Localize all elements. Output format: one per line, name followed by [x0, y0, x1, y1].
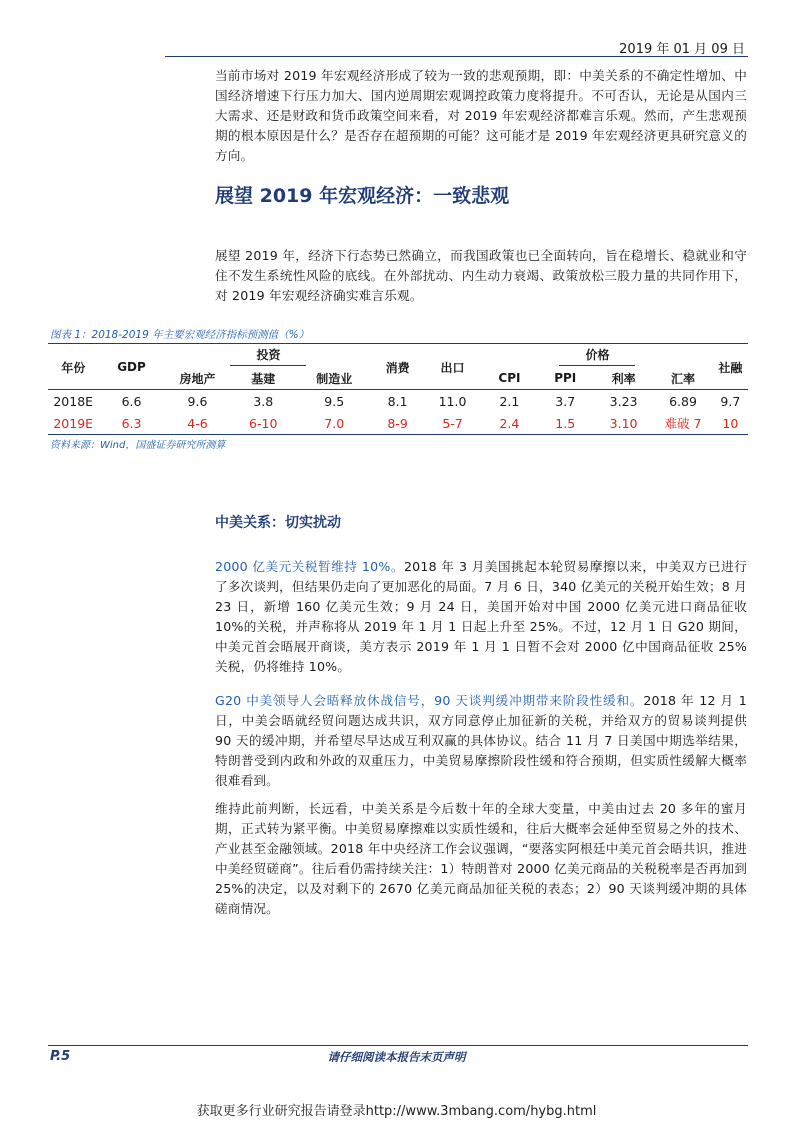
- report-date: 2019 年 01 月 09 日: [619, 42, 745, 57]
- tariff-paragraph: 2000 亿美元关税暂维持 10%。2018 年 3 月美国挑起本轮贸易摩擦以来，中美双方已进行了多次谈判，但结果仍走向了更加恶化的局面。7 月 6 日，340 亿美元的关税开始生效；8 月 23 日，新增 160 亿美元生效；9 月 24 日，美国开始对中国 2000 亿美元进口商品征收 10%的关税，并声称将从 2019 年 1 月 1 日起上升至 25%。不过，12 月 1 日 G20 期间，中美元首会晤展开商谈，美方表示 2019 年 1 月 1 日暂不会对 2000 亿中国商品征收 25%关税，仍将维持 10%。: [215, 559, 747, 674]
- header-social-financing: 社融: [718, 360, 743, 375]
- header-infrastructure: 基建: [251, 371, 276, 386]
- header-divider: [165, 56, 748, 57]
- footer-divider: [48, 1045, 748, 1046]
- table-header-row: [48, 345, 748, 367]
- header-export: 出口: [440, 360, 465, 375]
- g20-lead: G20 中美领导人会晤释放休战信号，90 天谈判缓冲期带来阶段性缓和。: [215, 693, 644, 708]
- page-number: P.5: [50, 1049, 71, 1064]
- header-ppi: PPI: [554, 371, 577, 385]
- table-row: 2018E 6.6 9.6 3.8 9.5 8.1 11.0 2.1 3.7 3.23 6.89 9.7: [48, 390, 748, 413]
- table-row: 2019E 6.3 4-6 6-10 7.0 8-9 5-7 2.4 1.5 3.10 难破 7 10: [48, 412, 748, 435]
- header-real-estate: 房地产: [179, 371, 216, 386]
- header-year: 年份: [61, 360, 86, 375]
- header-gdp: GDP: [117, 360, 146, 374]
- forecast-table: [48, 345, 748, 435]
- judgment-paragraph: 维持此前判断，长远看，中美关系是今后数十年的全球大变量，中美由过去 20 多年的蜜月期，正式转为紧平衡。中美贸易摩擦难以实质性缓和，往后大概率会延伸至贸易之外的技术、产业甚至金融领域。2018 年中央经济工作会议强调，“要落实阿根廷中美元首会晤共识，推进中美经贸磋商”。往后看仍需持续关注：1）特朗普对 2000 亿美元商品的关税税率是否再加到 25%的决定，以及对剩下的 2670 亿美元商品加征关税的表态；2）90 天谈判缓冲期的具体磋商情况。: [215, 801, 747, 916]
- tariff-lead: 2000 亿美元关税暂维持 10%。: [215, 559, 404, 574]
- header-investment-group: 投资: [165, 345, 373, 367]
- footer-link[interactable]: 获取更多行业研究报告请登录http://www.3mbang.com/hybg.html: [196, 1104, 597, 1119]
- header-manufacturing: 制造业: [316, 371, 353, 386]
- outlook-paragraph: 展望 2019 年，经济下行态势已然确立，而我国政策也已全面转向，旨在稳增长、稳就业和守住不发生系统性风险的底线。在外部扰动、内生动力衰竭、政策放松三股力量的共同作用下，对 2019 年宏观经济确实难言乐观。: [215, 248, 747, 303]
- figure-top-rule: [48, 343, 748, 344]
- figure-source: 资料来源：Wind，国盛证券研究所测算: [50, 440, 226, 451]
- figure-title: 图表 1：2018-2019 年主要宏观经济指标预测值（%）: [50, 329, 310, 341]
- section-heading-us-china: 中美关系：切实扰动: [215, 515, 341, 531]
- section-heading-outlook: 展望 2019 年宏观经济：一致悲观: [215, 185, 510, 207]
- g20-paragraph: G20 中美领导人会晤释放休战信号，90 天谈判缓冲期带来阶段性缓和。2018 年 12 月 1 日，中美会晤就经贸问题达成共识，双方同意停止加征新的关税，并给双方的贸易谈判提供 90 天的缓冲期，并希望尽早达成互利双赢的具体协议。结合 11 月 7 日美国中期选举结果，特朗普受到内政和外政的双重压力，中美贸易摩擦阶段性缓和符合预期，但实质性缓解大概率很难看到。: [215, 693, 747, 788]
- disclaimer-note: 请仔细阅读本报告末页声明: [327, 1050, 466, 1064]
- header-consumption: 消费: [385, 360, 410, 375]
- header-interest-rate: 利率: [611, 371, 636, 386]
- header-price-group: 价格: [482, 345, 712, 367]
- header-fx-rate: 汇率: [670, 371, 695, 386]
- intro-paragraph: 当前市场对 2019 年宏观经济形成了较为一致的悲观预期，即：中美关系的不确定性增加、中国经济增速下行压力加大、国内逆周期宏观调控政策力度将提升。不可否认，无论是从国内三大需求、还是财政和货币政策空间来看，对 2019 年宏观经济都难言乐观。然而，产生悲观预期的根本原因是什么？是否存在超预期的可能？这可能才是 2019 年宏观经济更具研究意义的方向。: [215, 68, 747, 163]
- header-cpi: CPI: [498, 371, 521, 385]
